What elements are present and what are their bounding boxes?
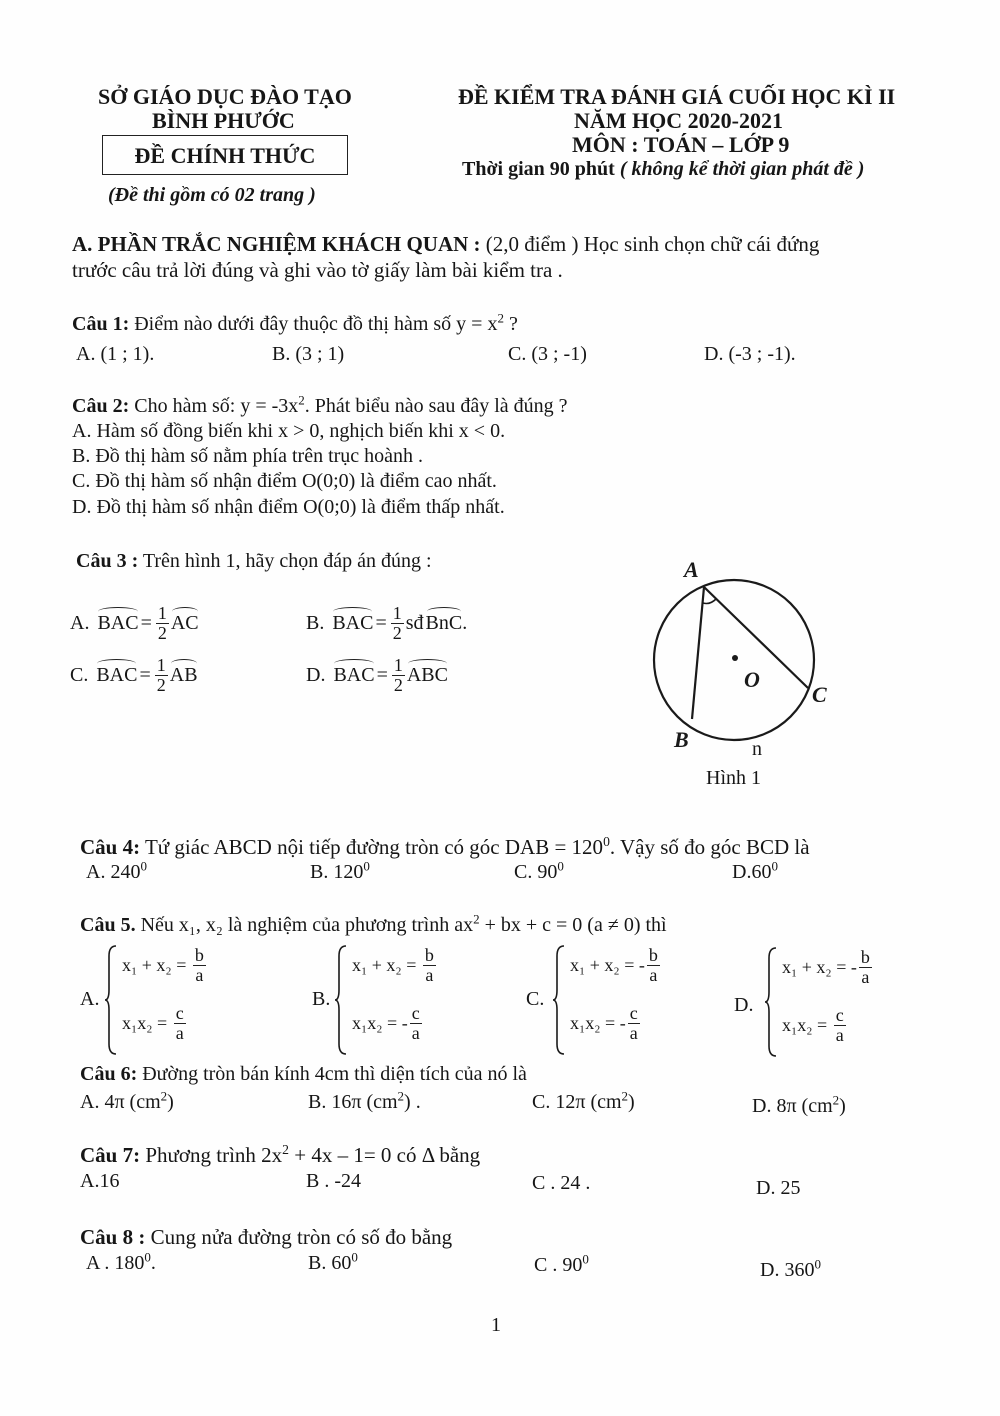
q3-c-letter: C. — [70, 663, 89, 686]
question-4 — [80, 835, 810, 860]
label-o: O — [744, 667, 760, 692]
q3-b-sd: sđ — [405, 611, 424, 634]
q3-c-lhs: BAC — [96, 663, 138, 686]
q3-b-den: 2 — [392, 622, 402, 643]
q3-b-rhs: BnC — [425, 611, 463, 634]
label-a: A — [684, 557, 699, 582]
brace-icon — [764, 946, 778, 1058]
q3-b-tail: . — [462, 611, 468, 634]
q3-d-den: 2 — [393, 674, 403, 695]
q3-b-letter: B. — [306, 611, 325, 634]
q2-tail: . Phát biểu nào sau đây là đúng ? — [304, 395, 568, 417]
q3-b-fraction — [391, 604, 404, 643]
q5-option-c: x₁ + x₂ = - b a x₁x₂ = - c a — [552, 944, 692, 1056]
q5-option-a: x₁ + x₂ = $\frac{b}{a}$ x₁x₂ = $\frac{c}{a}$ — [104, 944, 234, 1056]
question-3 — [76, 550, 432, 573]
figure-1-caption: Hình 1 — [706, 767, 761, 789]
q8-option-b: B. $60^0$ — [308, 1249, 358, 1274]
time-line — [462, 158, 864, 181]
q7-sup: 2 — [282, 1142, 289, 1157]
q7-option-c: C . 24 . — [532, 1172, 591, 1194]
department-name: SỞ GIÁO DỤC ĐÀO TẠO — [98, 84, 352, 109]
q5-label: Câu 5. — [80, 914, 136, 936]
q5-sup: 2 — [473, 911, 480, 927]
province-name: BÌNH PHƯỚC — [152, 108, 295, 133]
q3-d-letter: D. — [306, 663, 326, 686]
q3-c-num: 1 — [156, 655, 166, 675]
q3-text: Trên hình 1, hãy chọn đáp án đúng : — [142, 550, 432, 572]
q5-text: Nếu x₁, x₂ là nghiệm của phương trình ax — [140, 914, 474, 936]
section-a-instruction: (2,0 điểm ) Học sinh chọn chữ cái đứng — [485, 232, 820, 256]
q4-option-a: A. $240^0$ — [86, 858, 147, 883]
q3-c-den: 2 — [156, 674, 166, 695]
q3-a-den: 2 — [157, 622, 167, 643]
q3-option-d — [306, 656, 448, 695]
q3-option-a — [70, 604, 199, 643]
label-c: C — [812, 682, 827, 707]
q1-label: Câu 1: — [72, 313, 130, 335]
q3-d-fraction — [392, 656, 405, 695]
brace-icon — [552, 944, 566, 1056]
q1-option-d: D. (-3 ; -1). — [704, 343, 796, 365]
q6-text: Đường tròn bán kính 4cm thì diện tích của nó là — [142, 1063, 527, 1085]
chord-ab — [692, 587, 704, 719]
q4-option-b: B. $120^0$ — [310, 858, 370, 883]
q4-text: Tứ giác ABCD nội tiếp đường tròn có góc DAB = 120 — [144, 835, 604, 859]
label-b: B — [674, 727, 689, 752]
q5-d-letter: D. — [734, 994, 754, 1016]
q7-option-a: A.16 — [80, 1170, 120, 1192]
center-dot — [732, 655, 738, 661]
q1-option-b: B. (3 ; 1) — [272, 343, 345, 365]
time-duration: Thời gian 90 phút — [462, 158, 615, 180]
q3-a-rhs: AC — [170, 611, 199, 634]
q3-c-fraction — [155, 656, 168, 695]
page-number: 1 — [491, 1314, 501, 1336]
q7-text: Phương trình 2x — [145, 1143, 283, 1167]
q8-option-a: A . $180^0$. — [86, 1249, 156, 1274]
q5-option-d: x₁ + x₂ = - b a x₁x₂ = $\frac{c}{a}$ — [764, 946, 904, 1058]
q7-option-d: D. 25 — [756, 1177, 801, 1199]
q2-sup: 2 — [298, 392, 305, 408]
q4-option-d: $D.60^0$ — [732, 858, 778, 883]
q3-c-eq: = — [139, 663, 151, 686]
exam-title: ĐỀ KIỂM TRA ĐÁNH GIÁ CUỐI HỌC KÌ II — [458, 84, 896, 109]
q3-b-num: 1 — [392, 603, 402, 623]
school-year: NĂM HỌC 2020-2021 — [574, 108, 783, 133]
q3-b-lhs: BAC — [332, 611, 374, 634]
section-a-title: A. PHẦN TRẮC NGHIỆM KHÁCH QUAN : — [72, 232, 481, 256]
q2-option-c: C. Đồ thị hàm số nhận điểm O(0;0) là điểm cao nhất. — [72, 470, 497, 492]
q3-option-c — [70, 656, 198, 695]
q1-tail: ? — [503, 313, 518, 335]
section-a-heading — [72, 232, 819, 257]
question-2 — [72, 392, 568, 418]
q2-label: Câu 2: — [72, 395, 130, 417]
pages-note: (Đề thi gồm có 02 trang ) — [108, 184, 316, 206]
q7-option-b: B . -24 — [306, 1170, 361, 1192]
time-note: ( không kể thời gian phát đề ) — [619, 158, 865, 180]
q6-option-d: D. 8π $(cm^2)$ — [752, 1092, 846, 1117]
question-8 — [80, 1225, 452, 1250]
brace-icon — [334, 944, 348, 1056]
q1-option-c: C. (3 ; -1) — [508, 343, 587, 365]
q3-a-eq: = — [140, 611, 152, 634]
q8-option-d: D. $360^0$ — [760, 1256, 821, 1281]
q6-option-a: A. 4π $(cm^2)$ — [80, 1088, 174, 1113]
q3-c-rhs: AB — [169, 663, 198, 686]
q3-b-eq: = — [375, 611, 387, 634]
q3-d-eq: = — [376, 663, 388, 686]
q8-option-c: C . $90^0$ — [534, 1251, 589, 1276]
q2-option-a: A. Hàm số đồng biến khi x > 0, nghịch biến khi x < 0. — [72, 420, 506, 442]
brace-icon — [104, 944, 118, 1056]
q2-text: Cho hàm số: y = -3x — [134, 395, 299, 417]
question-5 — [80, 911, 667, 937]
q4-label: Câu 4: — [80, 835, 141, 859]
q5-a-letter: A. — [80, 988, 100, 1010]
q4-sup: 0 — [603, 834, 610, 849]
q7-label: Câu 7: — [80, 1143, 141, 1167]
q3-a-num: 1 — [157, 603, 167, 623]
q3-label: Câu 3 : — [76, 550, 139, 572]
q8-label: Câu 8 : — [80, 1225, 146, 1249]
q3-d-rhs: ABC — [406, 663, 448, 686]
label-n: n — [752, 738, 762, 760]
angle-mark — [703, 599, 716, 604]
official-exam-box — [102, 135, 348, 175]
q3-d-num: 1 — [393, 655, 403, 675]
question-7 — [80, 1143, 480, 1168]
q1-sup: 2 — [497, 310, 504, 326]
q1-text: Điểm nào dưới đây thuộc đồ thị hàm số y = x — [134, 313, 498, 335]
q5-b-letter: B. — [312, 988, 331, 1010]
q6-option-c: C. 12π $(cm^2)$ — [532, 1088, 635, 1113]
q3-a-fraction — [156, 604, 169, 643]
q3-d-lhs: BAC — [333, 663, 375, 686]
q2-option-d: D. Đồ thị hàm số nhận điểm O(0;0) là điểm thấp nhất. — [72, 496, 505, 518]
q5-option-b: x₁ + x₂ = $\frac{b}{a}$ x₁x₂ = - c a — [334, 944, 474, 1056]
q6-label: Câu 6: — [80, 1063, 138, 1085]
subject-line: MÔN : TOÁN – LỚP 9 — [572, 132, 790, 157]
q5-tail: + bx + c = 0 (a ≠ 0) thì — [479, 914, 667, 936]
q3-a-letter: A. — [70, 611, 90, 634]
q2-option-b: B. Đồ thị hàm số nằm phía trên trục hoành . — [72, 445, 424, 467]
q5-c-letter: C. — [526, 988, 545, 1010]
q3-a-lhs: BAC — [97, 611, 139, 634]
figure-1-circle-diagram — [640, 555, 840, 770]
q1-option-a: A. (1 ; 1). — [76, 343, 155, 365]
q6-option-b: B. 16π $(cm^2)$ . — [308, 1088, 421, 1113]
q3-option-b — [306, 604, 467, 643]
q7-tail: + 4x – 1= 0 có Δ bằng — [289, 1143, 481, 1167]
question-1 — [72, 310, 518, 336]
question-6 — [80, 1063, 527, 1086]
section-a-instruction-cont: trước câu trả lời đúng và ghi vào tờ giấy làm bài kiểm tra . — [72, 258, 563, 282]
q4-option-c: C. $90^0$ — [514, 858, 564, 883]
q8-text: Cung nửa đường tròn có số đo bằng — [150, 1225, 453, 1249]
official-exam-label: ĐỀ CHÍNH THỨC — [134, 143, 316, 168]
q4-tail: . Vậy số đo góc BCD là — [609, 835, 810, 859]
